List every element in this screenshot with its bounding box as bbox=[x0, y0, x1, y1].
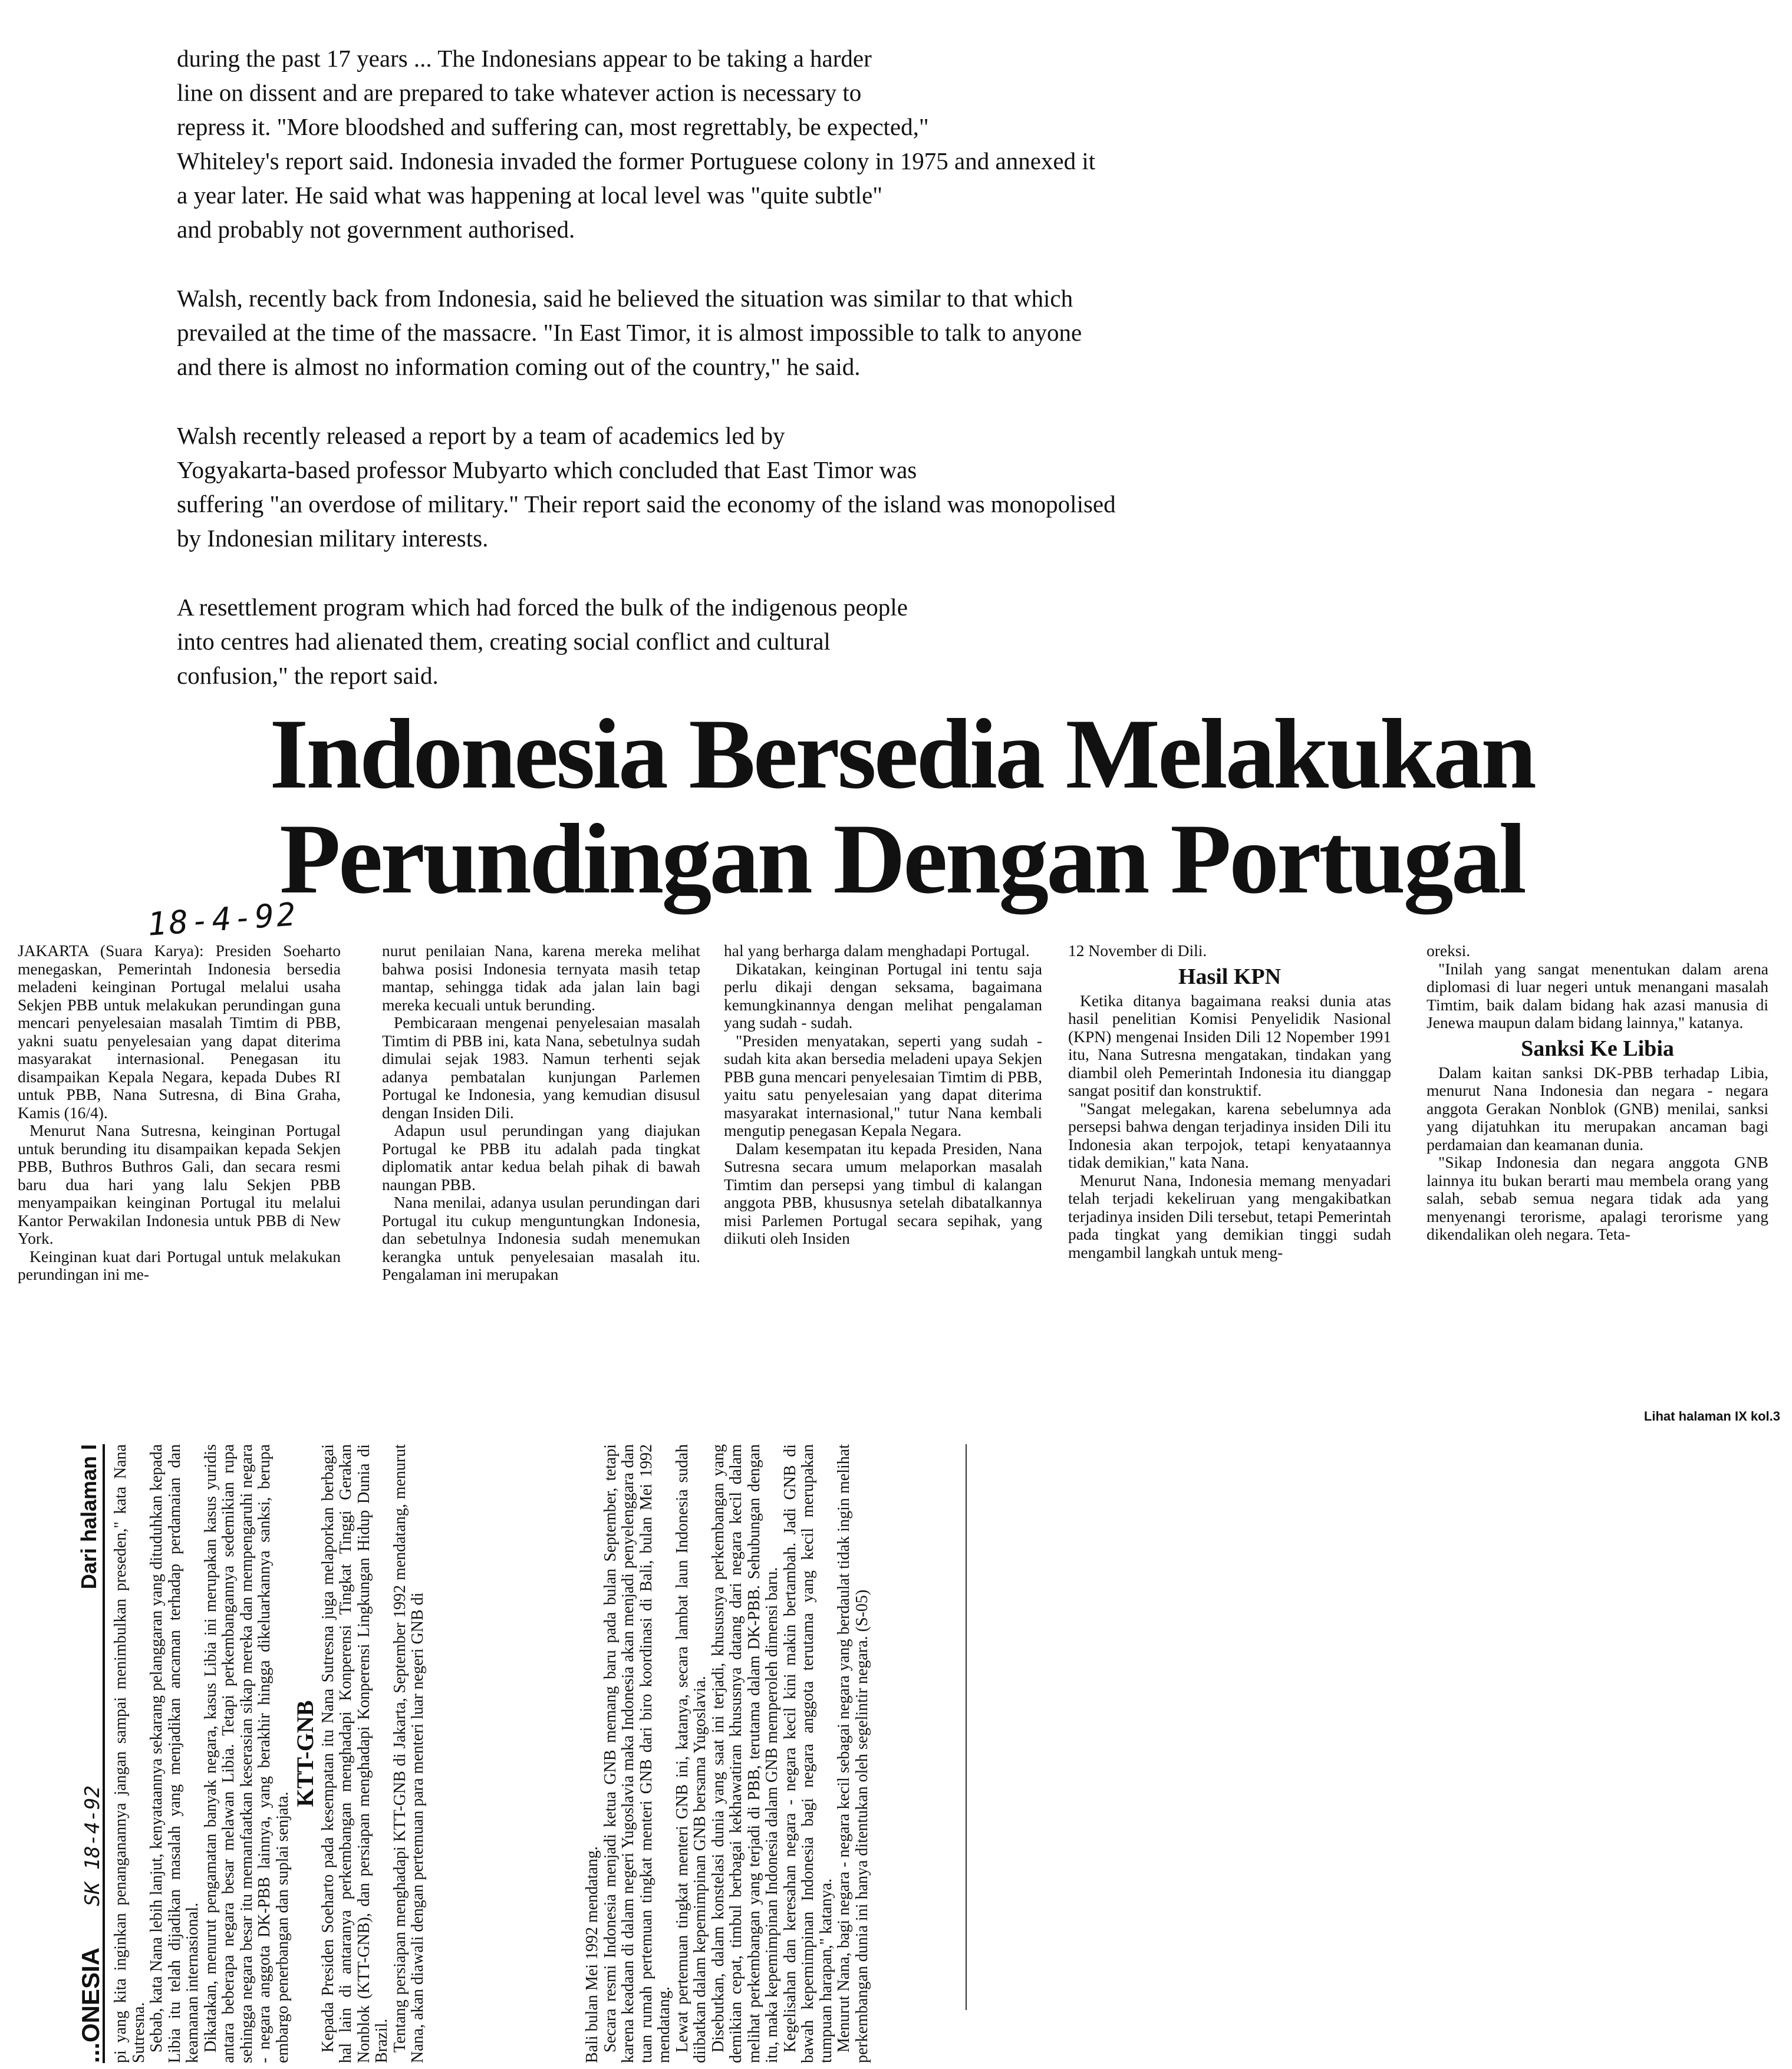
bottom-clipping bbox=[77, 1444, 996, 2063]
upper-paragraph-4: A resettlement program which had forced the bulk of the indigenous people into centres had alienated them, creating social conflict and cultural confusion," the report said. bbox=[177, 594, 908, 689]
bottom-c2-para-3: Lewat pertemuan tingkat menteri GNB ini, katanya, secara lambat laun Indonesia sudah diibatkan dalam kepemimpinan GNB bersama Yugoslavia. bbox=[673, 1444, 709, 2063]
bottom-c1-para-4: Kepada Presiden Soeharto pada kesempatan itu Nana Sutresna juga melaporkan berbagai hal lain di antaranya perkembangan menghadapi Konperensi Tingkat Tinggi Gerakan Nonblok (KTT-GNB), dan persiapan menghadapi Konperensi Lingkungan Hidup Dunia di Brazil. bbox=[318, 1444, 391, 2063]
masthead-text: ...ONESIA bbox=[77, 1948, 104, 2063]
col2-para-4: Nana menilai, adanya usulan perundingan dari Portugal itu cukup menguntungkan Indonesia, dan sebetulnya Indonesia sudah menemukan kerangka untuk penyelesaian masalah itu. Pengalaman ini merupakan bbox=[382, 1193, 700, 1283]
bottom-c1-para-2: Sebab, kata Nana lebih lanjut, kenyataannya sekarang pelanggaran yang dituduhkan kepada Libia itu telah dijadikan masalah yang menjadikan ancaman terhadap perdamaian dan keamanan internasional. bbox=[147, 1444, 202, 2063]
bottom-c2-para-6: Menurut Nana, bagi negara - negara kecil sebagai negara yang berdaulat tidak ingin melihat perkembangan dunia ini hanya ditentukan oleh segelintir negara. (S-05) bbox=[835, 1444, 871, 2063]
col3-para-4: Dalam kesempatan itu kepada Presiden, Nana Sutresna secara umum melaporkan masalah Timtim dan persepsi yang timbul di kalangan anggota PBB, khususnya setelah dibatalkannya misi Parlemen Portugal secara sepihak, yang diikuti oleh Insiden bbox=[724, 1139, 1042, 1247]
bottom-c1-para-5: Tentang persiapan menghadapi KTT-GNB di Jakarta, September 1992 mendatang, menurut Nana, akan diawali dengan pertemuan para menteri luar negeri GNB di bbox=[390, 1444, 427, 2063]
dari-halaman-label: Dari halaman I bbox=[77, 1444, 101, 1590]
bottom-c2-para-4: Disebutkan, dalam konstelasi dunia yang saat ini terjadi, khususnya perkembangan yang demikian cepat, timbul berbagai kekhawatiran khususnya datang dari negara kecil dalam melihat perkembangan yang terjadi di PBB, terutama dalam DK-PBB. Sehubungan dengan itu, maka kepemimpinan Indonesia dalam GNB memperoleh dimensi baru. bbox=[709, 1444, 781, 2063]
col5-para-3: "Sikap Indonesia dan negara anggota GNB lainnya itu bukan berarti mau membela orang yang salah, sebab semua negara tidak ada yang menyenangi terorisme, apalagi terorisme yang dikendalikan oleh negara. Teta- bbox=[1427, 1153, 1768, 1243]
bottom-c2-para-2: Secara resmi Indonesia menjadi ketua GNB memang baru pada bulan September, tetapi karena keadaan di dalam negeri Yugoslavia maka Indonesia akan menjadi penyelenggara dan tuan rumah pertemuan tingkat menteri GNB dari biro koordinasi di Bali, bulan Mei 1992 mendatang. bbox=[601, 1444, 673, 2063]
upper-paragraph-1: during the past 17 years ... The Indonesians appear to be taking a harder line on dissent and are prepared to take whatever action is necessary to repress it. "More bloodshed and suffering can, most regrettably, be expected," Whiteley's report said. Indonesia invaded the former Portuguese colony in 1975 and annexed it a year later. He said what was happening at local level was "quite subtle" and probably not government authorised. bbox=[177, 45, 1096, 243]
col1-para-3: Keinginan kuat dari Portugal untuk melakukan perundingan ini me- bbox=[18, 1247, 341, 1283]
bottom-c1-para-3: Dikatakan, menurut pengamatan banyak negara, kasus Libia ini merupakan kasus yuridis antara beberapa negara besar melawan Libia. Tetapi perkembangannya sedemikian rupa sehingga negara besar itu memanfaatkan keserasian sikap mereka dan mempengaruhi negara - negara anggota DK-PBB lainnya, yang berakhir hingga dikeluarkannya sanksi, berupa embargo penerbangan dan suplai senjata. bbox=[201, 1444, 292, 2063]
col4-para-1: Ketika ditanya bagaimana reaksi dunia atas hasil penelitian Komisi Penyelidik Nasional (KPN) mengenai Insiden Dili 12 Nopember 1991 itu, Nana Sutresna mengatakan, tindakan yang diambil oleh Pemerintah Indonesia itu dianggap sangat positif dan konstruktif. bbox=[1068, 991, 1391, 1099]
article-column-5 bbox=[1427, 942, 1768, 1244]
col2-para-3: Adapun usul perundingan yang diajukan Portugal ke PBB itu adalah pada tingkat diplomatik antar kedua belah pihak di bawah naungan PBB. bbox=[382, 1121, 700, 1194]
handwritten-source-date: SK 18-4-92 bbox=[81, 1785, 104, 1906]
upper-article bbox=[177, 41, 1368, 727]
bottom-c2-para-5: Kegelisahan dan keresahan negara - negara kecil kini makin bertambah. Jadi GNB di bawah kepemimpinan Indonesia bagi negara anggota terutama yang kecil merupakan tumpuan harapan," katanya. bbox=[780, 1444, 835, 2063]
col3-para-1: hal yang berharga dalam menghadapi Portugal. bbox=[724, 941, 1030, 960]
col5-para-2: Dalam kaitan sanksi DK-PBB terhadap Libia, menurut Nana Indonesia dan negara - negara anggota Gerakan Nonblok (GNB) menilai, sanksi yang dijatuhkan itu merupakan ancaman bagi perdamaian dan keamanan dunia. bbox=[1427, 1063, 1768, 1154]
article-column-3 bbox=[724, 942, 1042, 1248]
upper-paragraph-3: Walsh recently released a report by a team of academics led by Yogyakarta-based professor Mubyarto which concluded that East Timor was suffering "an overdose of military." Their report said the economy of the island was monopolised by Indonesian military interests. bbox=[177, 422, 1116, 552]
article-column-2 bbox=[382, 942, 700, 1284]
subhead-sanksi-ke-libia: Sanksi Ke Libia bbox=[1521, 1036, 1674, 1061]
upper-paragraph-2: Walsh, recently back from Indonesia, said he believed the situation was similar to that which prevailed at the time of the massacre. "In East Timor, it is almost impossible to talk to anyone and there is almost no information coming out of the country," he said. bbox=[177, 285, 1082, 380]
subhead-ktt-gnb: KTT-GNB bbox=[292, 1700, 318, 1807]
col5-para-1: "Inilah yang sangat menentukan dalam arena diplomasi di luar negeri untuk menangani masalah Timtim, baik dalam bidang hak azasi manusia di Jenewa maupun dalam bidang lainnya," katanya. bbox=[1427, 959, 1768, 1032]
col4-lead: 12 November di Dili. bbox=[1068, 941, 1207, 960]
bottom-column-2 bbox=[584, 1444, 990, 2063]
col2-para-1: nurut penilaian Nana, karena mereka melihat bahwa posisi Indonesia ternyata masih tetap mantap, sehingga tidak ada jalan lain bagi mereka kecuali untuk berunding. bbox=[382, 941, 700, 1014]
col4-para-3: Menurut Nana, Indonesia memang menyadari telah terjadi kekeliruan yang mengakibatkan terjadinya insiden Dili tersebut, tetapi Pemerintah pada tingkat yang demikian tinggi sudah mengambil langkah untuk meng- bbox=[1068, 1171, 1391, 1261]
col1-para-1: JAKARTA (Suara Karya): Presiden Soeharto menegaskan, Pemerintah Indonesia bersedia meladeni keinginan Portugal melalui usaha Sekjen PBB untuk melakukan perundingan guna mencari penyelesaian masalah Timtim di PBB, yakni suatu penyelesaian yang dapat diterima masyarakat internasional. Penegasan itu disampaikan Kepala Negara, kepada Dubes RI untuk PBB, Nana Sutresna, di Bina Graha, Kamis (16/4). bbox=[18, 941, 341, 1122]
bottom-column-1a bbox=[111, 1444, 427, 2063]
main-headline: Indonesia Bersedia Melakukan Perundingan Dengan Portugal bbox=[269, 699, 1534, 914]
col3-para-2: Dikatakan, keinginan Portugal ini tentu saja perlu dikaji dengan seksama, bagaimana kemungkinannya dengan melihat pengalaman yang sudah - sudah. bbox=[724, 959, 1042, 1032]
rotated-article bbox=[77, 1444, 996, 2063]
bottom-masthead bbox=[77, 1444, 105, 2063]
col5-lead: oreksi. bbox=[1427, 941, 1471, 960]
col3-para-3: "Presiden menyatakan, seperti yang sudah - sudah kita akan bersedia meladeni upaya Sekjen PBB guna mencari penyelesaian Timtim di PBB, yaitu satu penyelesaian yang dapat diterima masyarakat internasional," tutur Nana kembali mengutip penegasan Kepala Negara. bbox=[724, 1031, 1042, 1139]
article-column-1 bbox=[18, 942, 341, 1284]
col4-para-2: "Sangat melegakan, karena sebelumnya ada persepsi bahwa dengan terjadinya insiden Dili itu Indonesia akan terpojok, tetapi kenyataannya tidak demikian," kata Nana. bbox=[1068, 1099, 1391, 1171]
subhead-hasil-kpn: Hasil KPN bbox=[1178, 964, 1282, 989]
handwritten-date: 18-4-92 bbox=[146, 895, 299, 943]
continued-note: Lihat halaman IX kol.3 bbox=[1643, 1409, 1780, 1424]
col1-para-2: Menurut Nana Sutresna, keinginan Portugal untuk berunding itu disampaikan kepada Sekjen PBB, Buthros Buthros Gali, dan secara resmi baru dua hari yang lalu Sekjen PBB menyampaikan keinginan Portugal itu melalui Kantor Perwakilan Indonesia untuk PBB di New York. bbox=[18, 1121, 341, 1247]
col2-para-2: Pembicaraan mengenai penyelesaian masalah Timtim di PBB ini, kata Nana, sebetulnya sudah dimulai sejak 1983. Namun terhenti sejak adanya pembatalan kunjungan Parlemen Portugal ke Indonesia, yang kemudian disusul dengan Insiden Dili. bbox=[382, 1013, 700, 1122]
bottom-c2-para-1: Bali bulan Mei 1992 mendatang. bbox=[583, 1846, 601, 2063]
bottom-c1-para-1: pi yang kita inginkan penanganannya jangan sampai menimbulkan preseden," kata Nana Sutresna. bbox=[111, 1444, 148, 2063]
article-column-4 bbox=[1068, 942, 1391, 1261]
